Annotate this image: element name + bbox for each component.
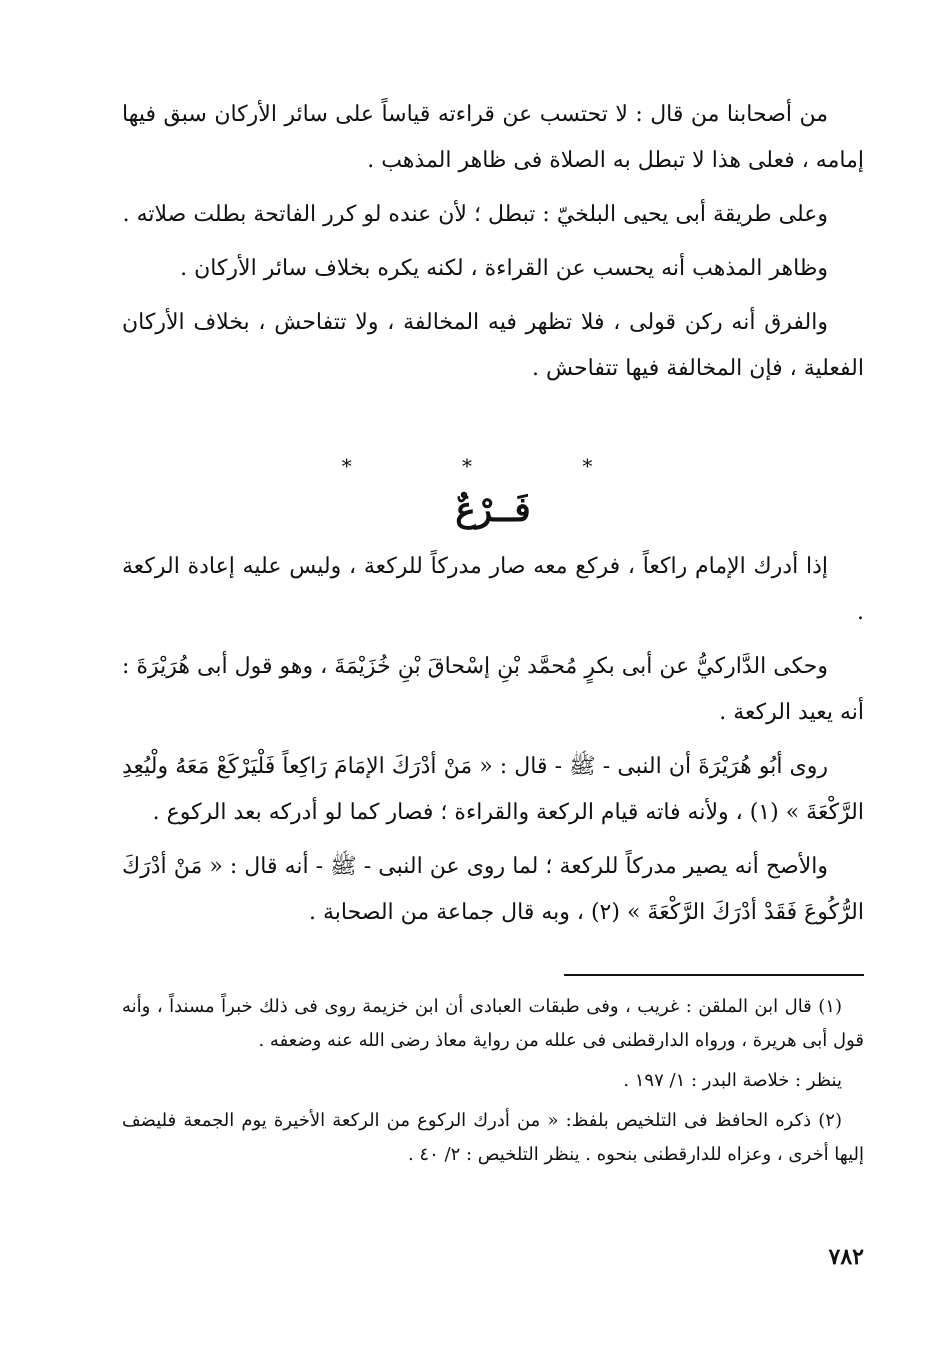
paragraph-8: والأصح أنه يصير مدركاً للركعة ؛ لما روى عن النبى - ﷺ - أنه قال : « مَنْ أدْرَكَ الرُّكُوعَ فَقَدْ أدْرَكَ الرَّكْعَةَ » (٢) ، وبه قال جماعة من الصحابة . — [122, 854, 864, 925]
footnote-divider — [564, 974, 864, 976]
paragraph-1: من أصحابنا من قال : لا تحتسب عن قراءته قياساً على سائر الأركان سبق فيها إمامه ، فعلى هذا لا تبطل به الصلاة فى ظاهر المذهب . — [122, 102, 864, 173]
book-page — [122, 92, 864, 1302]
footnote-1-reference: ينظر : خلاصة البدر : ١/ ١٩٧ . — [623, 1070, 842, 1091]
paragraph-7: روى أبُو هُرَيْرَةَ أن النبى - ﷺ - قال : « مَنْ أدْرَكَ الإمَامَ رَاكِعاً فَلْيَرْكَعْ مَعَهُ ولْيُعِدِ الرَّكْعَةَ » (١) ، ولأنه فاته قيام الركعة والقراءة ؛ فصار كما لو أدركه بعد الركوع . — [122, 754, 864, 825]
paragraph-2: وعلى طريقة أبى يحيى البلخيّ : تبطل ؛ لأن عنده لو كرر الفاتحة بطلت صلاته . — [122, 202, 828, 227]
section-separator: * * * — [341, 454, 645, 478]
paragraphs-top — [122, 92, 864, 400]
paragraph-6: وحكى الدَّاركيُّ عن أبى بكرٍ مُحمَّد بْنِ إسْحاقَ بْنِ خُزَيْمَةَ ، وهو قول أبى هُرَيْرَةَ : أنه يعيد الركعة . — [122, 654, 864, 725]
paragraph-5: إذا أدرك الإمام راكعاً ، فركع معه صار مدركاً للركعة ، وليس عليه إعادة الركعة . — [122, 554, 864, 625]
footnote-2: (٢) ذكره الحافظ فى التلخيص بلفظ: « من أدرك الركوع من الركعة الأخيرة يوم الجمعة فليضف إليها أخرى ، وعزاه للدارقطنى بنحوه . ينظر التلخيص : ٢/ ٤٠ . — [122, 1110, 864, 1165]
page-number: ٧٨٢ — [828, 1244, 864, 1270]
section-heading: فَــرْعٌ — [455, 490, 531, 530]
paragraph-3: وظاهر المذهب أنه يحسب عن القراءة ، لكنه يكره بخلاف سائر الأركان . — [180, 256, 828, 281]
paragraph-4: والفرق أنه ركن قولى ، فلا تظهر فيه المخالفة ، ولا تتفاحش ، بخلاف الأركان الفعلية ، فإن المخالفة فيها تتفاحش . — [122, 310, 864, 381]
paragraphs-bottom — [122, 544, 864, 944]
footnotes — [122, 990, 864, 1178]
footnote-1: (١) قال ابن الملقن : غريب ، وفى طبقات العبادى أن ابن خزيمة روى فى ذلك خبراً مسنداً ، وأنه قول أبى هريرة ، ورواه الدارقطنى فى علله من رواية معاذ رضى الله عنه وضعفه . — [122, 996, 864, 1051]
